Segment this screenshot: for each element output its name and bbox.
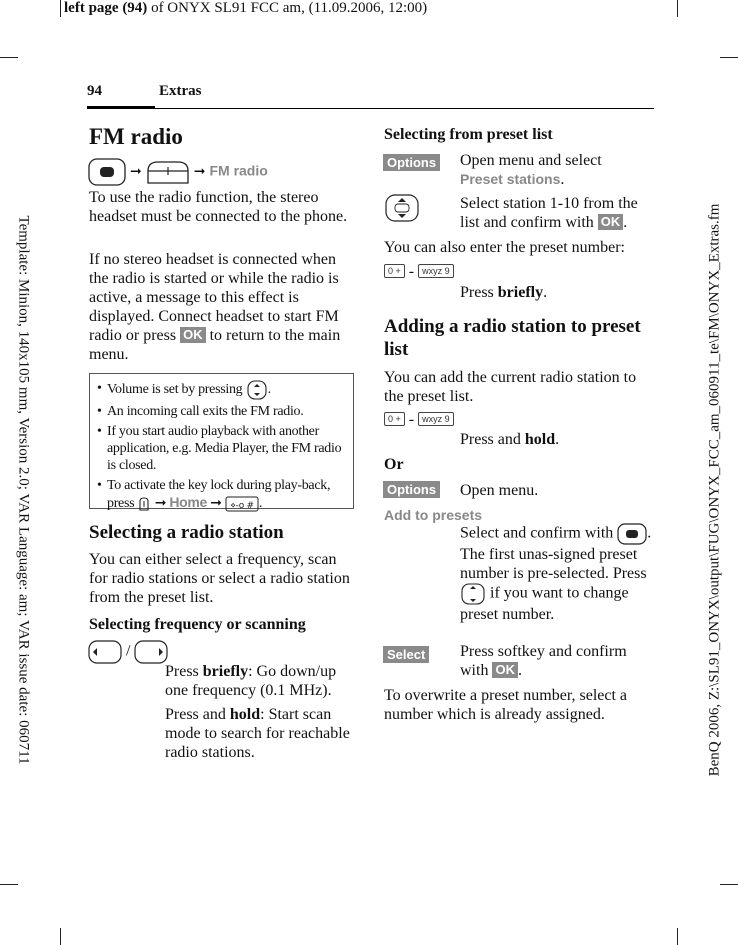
key-9-icon: wxyz 9 xyxy=(418,264,454,278)
left-right-keys: / xyxy=(88,640,168,664)
add-presets-description: Select and confirm with . The first unas-signed preset number is pre-selected. Press if you want to change preset number. xyxy=(460,524,652,623)
hash-key-icon xyxy=(225,496,259,512)
arrow-icon: ➞ xyxy=(193,163,206,180)
ok-key-icon: OK xyxy=(492,662,518,678)
crop-mark xyxy=(720,884,738,885)
add-paragraph: You can add the current radio station to the preset list. xyxy=(384,369,637,405)
key-9-icon: wxyz 9 xyxy=(418,412,454,426)
crop-mark xyxy=(0,57,18,58)
headset-paragraph: If no stereo headset is connected when the radio is started or while the radio is active, a message to this effect is displayed. Connect headset to start FM radio or press OK to return to the main menu. xyxy=(89,251,341,363)
arrow-icon: ➞ xyxy=(130,163,142,180)
options-description: Open menu and select Preset stations. xyxy=(460,152,602,188)
options-softkey: Options xyxy=(383,154,440,172)
subheading-frequency: Selecting frequency or scanning xyxy=(89,616,306,633)
selecting-paragraph: You can either select a frequency, scan for radio stations or select a radio station from the preset list. xyxy=(89,551,350,606)
crop-mark xyxy=(677,0,678,17)
page-title: FM radio xyxy=(89,124,183,149)
key-0-icon: 0 + xyxy=(384,412,405,426)
page-number: 94 xyxy=(87,83,102,99)
arrow-icon: ➞ xyxy=(210,495,222,511)
crop-mark xyxy=(60,0,61,17)
left-key-icon xyxy=(88,640,122,664)
crop-mark xyxy=(720,57,738,58)
crop-mark xyxy=(0,884,18,885)
number-keys: 0 + - wxyz 9 xyxy=(384,262,454,281)
or-label: Or xyxy=(384,456,404,473)
note-item: • An incoming call exits the FM radio. xyxy=(107,403,347,420)
menu-home: Home xyxy=(169,494,208,510)
file-path: BenQ 2006, Z:\SL91_ONYX\output\FUG\ONYX_FCC_am_060911_te\FM\ONYX_Extras.fm xyxy=(706,203,723,777)
subheading-preset-list: Selecting from preset list xyxy=(384,126,553,143)
navigation-key-icon xyxy=(146,159,190,185)
intro-paragraph: To use the radio function, the stereo headset must be connected to the phone. xyxy=(89,189,348,225)
heading-adding-station: Adding a radio station to preset list xyxy=(384,316,641,360)
select-description: Press softkey and confirm with OK . xyxy=(460,643,627,679)
brief-description: Press briefly: Go down/up one frequency (0.1 MHz). xyxy=(165,663,337,699)
ok-key-icon: OK xyxy=(180,327,206,343)
section-title: Extras xyxy=(159,83,202,99)
note-item: • To activate the key lock during play-back, press ➞ Home ➞ ⋄-o # . xyxy=(107,477,347,512)
nav-path xyxy=(88,158,268,186)
select-softkey: Select xyxy=(383,646,429,664)
number-keys-2: 0 + - wxyz 9 xyxy=(384,410,454,429)
end-key-icon xyxy=(137,496,151,512)
menu-fm-radio: FM radio xyxy=(209,162,268,179)
volume-key-icon xyxy=(246,380,268,400)
center-key-icon xyxy=(88,158,126,186)
press-hold: Press and hold. xyxy=(460,431,560,448)
header-rule xyxy=(87,108,654,109)
print-header: left page (94) of ONYX SL91 FCC am, (11.09.2006, 12:00) xyxy=(64,0,428,16)
up-down-key-icon xyxy=(384,194,420,222)
press-briefly: Press briefly. xyxy=(460,284,548,301)
hold-description: Press and hold: Start scan mode to search for reachable radio stations. xyxy=(165,706,350,761)
svg-text:⋄-o #: ⋄-o # xyxy=(230,500,254,511)
center-key-icon xyxy=(617,523,647,545)
crop-mark xyxy=(677,928,678,945)
note-item: • If you start audio playback with another application, e.g. Media Player, the FM radio is closed. xyxy=(107,423,347,474)
note-box xyxy=(89,373,354,509)
overwrite-paragraph: To overwrite a preset number, select a number which is already assigned. xyxy=(384,687,628,723)
template-info: Template: Minion, 140x105 mm, Version 2.0; VAR Language: am; VAR issue date: 060711 xyxy=(15,215,32,765)
right-key-icon xyxy=(134,640,168,664)
select-station-description: Select station 1-10 from the list and confirm with OK . xyxy=(460,195,638,231)
menu-add-to-presets: Add to presets xyxy=(384,507,483,523)
heading-selecting-station: Selecting a radio station xyxy=(89,522,284,543)
enter-preset-paragraph: You can also enter the preset number: xyxy=(384,239,625,256)
key-0-icon: 0 + xyxy=(384,264,405,278)
ok-key-icon: OK xyxy=(598,214,624,230)
arrow-icon: ➞ xyxy=(154,495,167,511)
open-menu-text: Open menu. xyxy=(460,482,539,499)
note-item: • Volume is set by pressing . xyxy=(107,380,347,400)
up-down-key-icon xyxy=(460,583,486,605)
options-softkey: Options xyxy=(383,481,440,499)
crop-mark xyxy=(60,928,61,945)
